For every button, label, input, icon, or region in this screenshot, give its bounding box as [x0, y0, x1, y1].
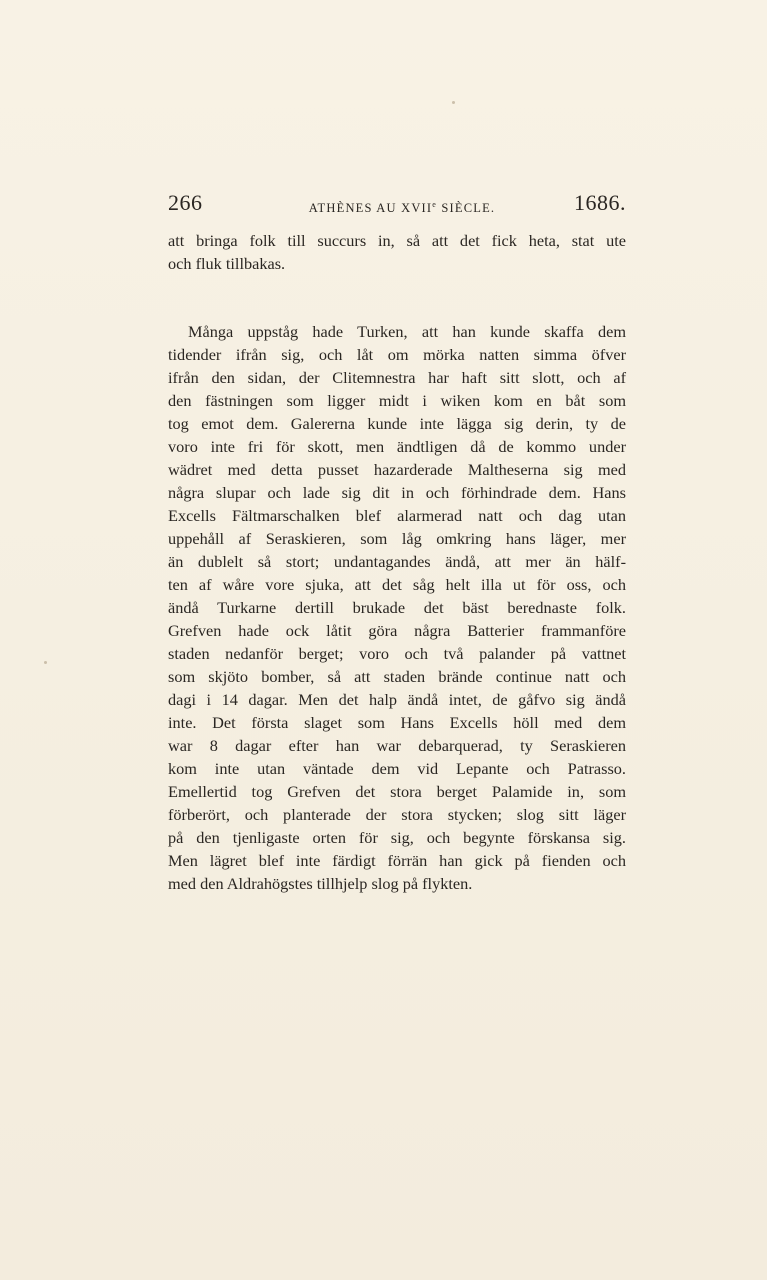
text-line: Men lägret blef inte färdigt förrän han gick på fienden och [168, 851, 626, 870]
text-line: Många uppståg hade Turken, att han kunde skaffa dem [188, 322, 626, 341]
header-year: 1686. [574, 190, 626, 215]
running-head [168, 200, 628, 216]
running-head-title: ATHÈNES AU XVII [308, 201, 433, 216]
text-line: ifrån den sidan, der Clitemnestra har haft sitt slott, och af [168, 368, 626, 387]
continued-text [168, 229, 626, 275]
text-line: voro inte fri för skott, men ändtligen då de kommo under [168, 437, 626, 456]
running-head-superscript: e [432, 200, 438, 209]
text-line: på den tjenligaste orten för sig, och begynte förskansa sig. [168, 828, 626, 847]
text-line: förberört, och planterade der stora stycken; slog sitt läger [168, 805, 626, 824]
text-line: och fluk tillbakas. [168, 254, 286, 273]
text-line: tog emot dem. Galererna kunde inte lägga sig derin, ty de [168, 414, 626, 433]
text-line: några slupar och lade sig dit in och förhindrade dem. Hans [168, 483, 626, 502]
text-line: dagi i 14 dagar. Men det halp ändå intet, de gåfvo sig ändå [168, 690, 626, 709]
text-line: Excells Fältmarschalken blef alarmerad natt och dag utan [168, 506, 626, 525]
text-line: kom inte utan väntade dem vid Lepante och Patrasso. [168, 759, 626, 778]
text-line: ten af wåre vore sjuka, att det såg helt illa ut för oss, och [168, 575, 626, 594]
text-line: att bringa folk till succurs in, så att det fick heta, stat ute [168, 231, 626, 250]
text-line: staden nedanför berget; voro och två palander på vattnet [168, 644, 626, 663]
paper-speck [44, 661, 47, 664]
text-line: war 8 dagar efter han war debarquerad, ty Seraskieren [168, 736, 626, 755]
text-line: wädret med detta pusset hazarderade Maltheserna sig med [168, 460, 626, 479]
text-line: tidender ifrån sig, och låt om mörka natten simma öfver [168, 345, 626, 364]
text-line: den fästningen som ligger midt i wiken kom en båt som [168, 391, 626, 410]
text-line: uppehåll af Seraskieren, som låg omkring hans läger, mer [168, 529, 626, 548]
main-paragraph [168, 320, 626, 895]
page-number: 266 [168, 190, 203, 215]
text-line: Grefven hade ock låtit göra några Batterier frammanföre [168, 621, 626, 640]
text-line: än dublelt så stort; undantagandes ändå, att mer än hälf- [168, 552, 626, 571]
text-line: som skjöto bomber, så att staden brände continue natt och [168, 667, 626, 686]
text-line: ändå Turkarne dertill brukade det bäst berednaste folk. [168, 598, 626, 617]
running-head-century: SIÈCLE. [437, 201, 496, 216]
text-line: inte. Det första slaget som Hans Excells höll med dem [168, 713, 626, 732]
page-header [168, 190, 628, 222]
text-line: Emellertid tog Grefven det stora berget Palamide in, som [168, 782, 626, 801]
paper-speck [452, 101, 455, 104]
text-line: med den Aldrahögstes tillhjelp slog på flykten. [168, 874, 473, 893]
